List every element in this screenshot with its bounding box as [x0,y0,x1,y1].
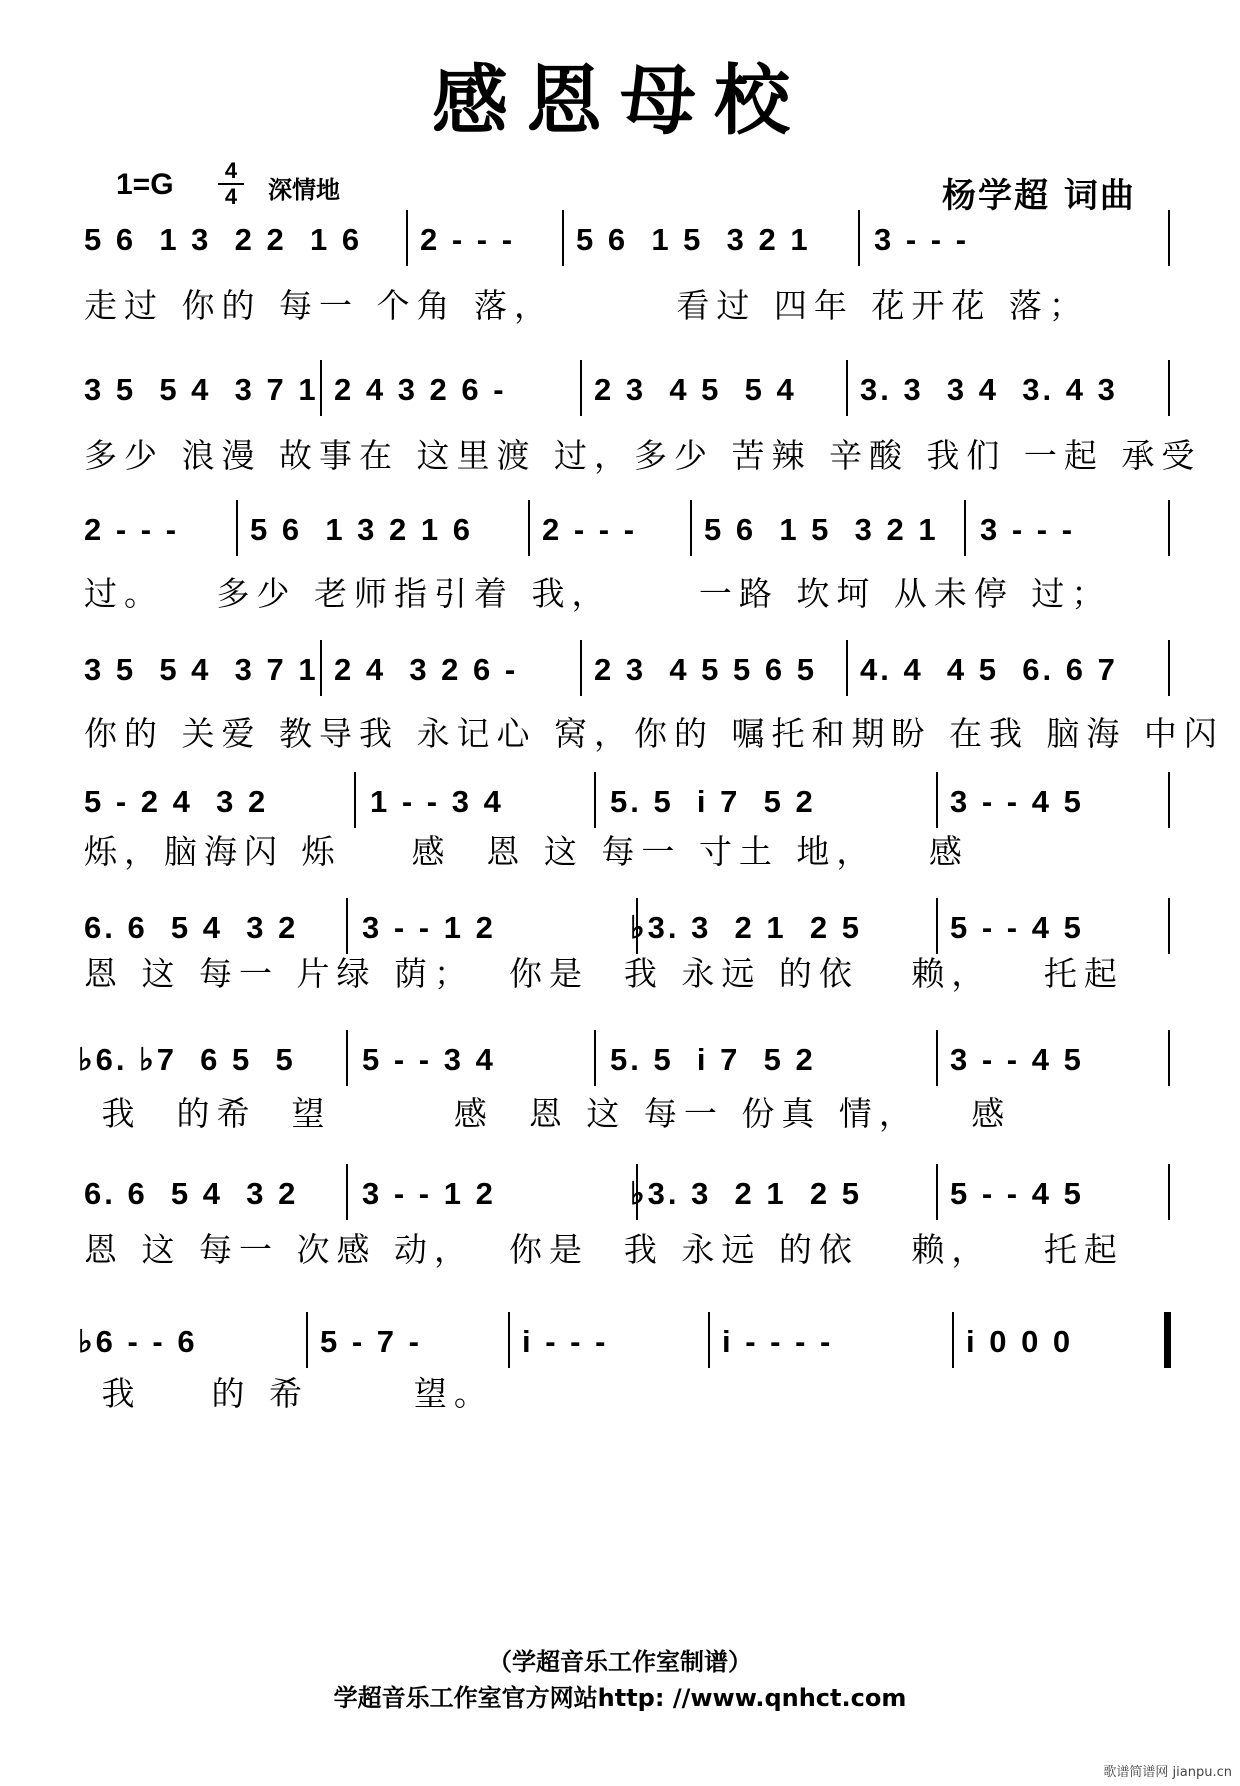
measure: 3 5 5 4 3 7 1 [84,372,319,407]
notes-line [84,360,1174,424]
notes-line [78,1312,1174,1376]
measure: 5 6 1 3 2 2 1 6 [84,222,363,257]
composer-credit: 杨学超 词曲 [942,176,1136,216]
measure: 3. 3 3 4 3. 4 3 [860,372,1118,407]
measure: i 0 0 0 [966,1324,1074,1359]
lyrics-line: 你的 关爱 教导我 永记心 窝，你的 嘱托和期盼 在我 脑海 中闪 [84,714,1224,753]
measure: 4. 4 4 5 6. 6 7 [860,652,1118,687]
measure: i - - - [522,1324,609,1359]
measure: 3 - - - [980,512,1076,547]
credit-line: （学超音乐工作室制谱） [488,1648,752,1676]
measure: 1 - - 3 4 [370,784,504,819]
measure: 5 6 1 5 3 2 1 [704,512,939,547]
measure: 5. 5 i 7 5 2 [610,1042,816,1077]
tempo-marking: 深情地 [268,176,340,204]
measure: ♭3. 3 2 1 2 5 [630,910,862,945]
measure: 2 - - - [84,512,180,547]
website-line: 学超音乐工作室官方网站http: //www.qnhct.com [333,1684,907,1712]
lyrics-line: 过。 多少 老师指引着 我， 一路 坎坷 从未停 过； [84,574,1112,613]
measure: ♭6. ♭7 6 5 5 [78,1042,296,1077]
measure: ♭3. 3 2 1 2 5 [630,1176,862,1211]
time-signature [218,160,244,208]
measure: 3 - - 1 2 [362,910,496,945]
measure: 5 - - 4 5 [950,910,1084,945]
measure: ♭6 - - 6 [78,1324,198,1359]
notes-line [78,1030,1174,1094]
measure: 3 - - 4 5 [950,784,1084,819]
notes-line [84,210,1174,274]
measure: 2 3 4 5 5 6 5 [594,652,817,687]
lyrics-line: 多少 浪漫 故事在 这里渡 过，多少 苦辣 辛酸 我们 一起 承受 [84,436,1202,475]
lyrics-line: 我 的希 望 感 恩 这 每一 份真 情， 感 [84,1094,1012,1133]
meter-bottom: 4 [224,184,238,209]
measure: 5 - - 3 4 [362,1042,496,1077]
notes-line [84,640,1174,704]
measure: 5 - - 4 5 [950,1176,1084,1211]
song-title: 感恩母校 [432,56,808,145]
measure: 2 - - - [542,512,638,547]
notes-line [84,1164,1174,1228]
lyrics-line: 恩 这 每一 片绿 荫； 你是 我 永远 的依 赖， 托起 [84,954,1124,993]
measure: 2 3 4 5 5 4 [594,372,797,407]
measure: 3 5 5 4 3 7 1 [84,652,319,687]
measure: 6. 6 5 4 3 2 [84,910,299,945]
key-signature: 1=G [116,168,174,201]
measure: 2 4 3 2 6 - [334,372,507,407]
meter-top: 4 [224,158,238,183]
measure: 3 - - 1 2 [362,1176,496,1211]
lyrics-line: 我 的 希 望。 [84,1374,494,1413]
measure: 2 4 3 2 6 - [334,652,519,687]
lyrics-line: 恩 这 每一 次感 动， 你是 我 永远 的依 赖， 托起 [84,1230,1124,1269]
measure: 5. 5 i 7 5 2 [610,784,816,819]
watermark: 歌谱简谱网 jianpu.cn [1103,1765,1232,1780]
measure: 5 6 1 3 2 1 6 [250,512,473,547]
lyrics-line: 走过 你的 每一 个角 落， 看过 四年 花开花 落； [84,286,1089,325]
measure: 2 - - - [420,222,516,257]
measure: 5 6 1 5 3 2 1 [576,222,811,257]
measure: 3 - - - [874,222,970,257]
measure: 5 - 7 - [320,1324,422,1359]
lyrics-line: 烁，脑海闪 烁 感 恩 这 每一 寸土 地， 感 [84,832,969,871]
notes-line [84,500,1174,564]
measure: i - - - - [722,1324,834,1359]
measure: 5 - 2 4 3 2 [84,784,269,819]
measure: 6. 6 5 4 3 2 [84,1176,299,1211]
measure: 3 - - 4 5 [950,1042,1084,1077]
